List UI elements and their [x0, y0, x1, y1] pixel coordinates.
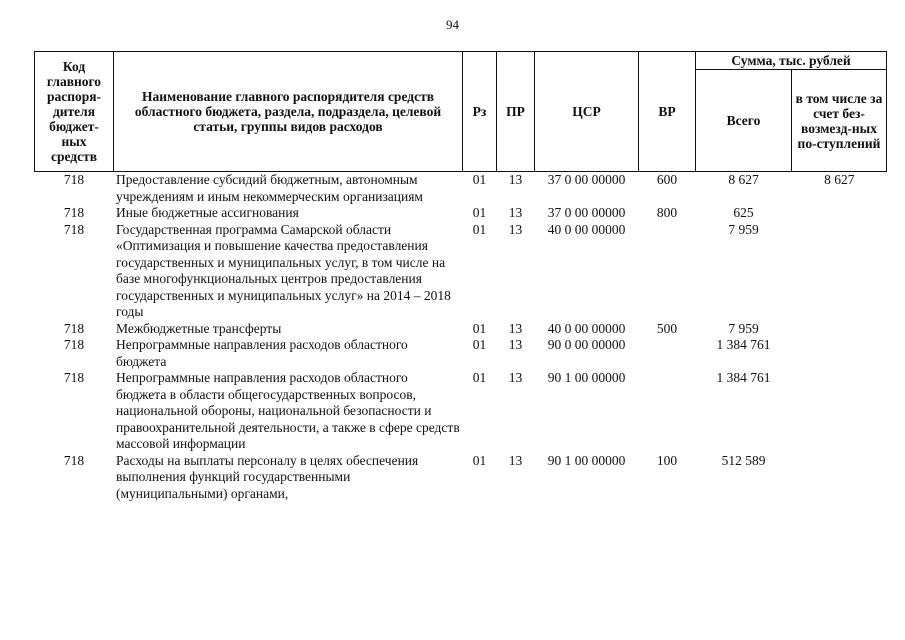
- cell-name: Предоставление субсидий бюджетным, автономным учреждениям и иным некоммерческим организациям: [116, 172, 423, 204]
- cell-csr: 90 1 00 00000: [547, 452, 626, 468]
- cell-pr: 13: [508, 320, 523, 336]
- cell-pr: 13: [508, 370, 523, 385]
- table-row: [35, 205, 887, 222]
- table-body: [35, 172, 887, 503]
- cell-code: 718: [63, 221, 85, 237]
- cell-code: 718: [63, 452, 85, 468]
- cell-csr: 40 0 00 00000: [547, 221, 626, 237]
- cell-csr: 90 0 00 00000: [547, 337, 626, 352]
- cell-name: Государственная программа Самарской области «Оптимизация и повышение качества предоставления государственных и муниципальных услуг, в том числе на базе многофункциональных центров предоставления государственных и муниципальных услуг» на 2014 – 2018 годы: [116, 221, 451, 319]
- cell-free: [792, 205, 887, 222]
- header-rz: Рз: [463, 52, 497, 172]
- header-total: Всего: [696, 70, 792, 172]
- table-row: [35, 321, 887, 338]
- cell-vr: 800: [656, 205, 678, 220]
- cell-total: 512 589: [721, 452, 766, 468]
- cell-code: 718: [63, 320, 85, 336]
- cell-csr: 40 0 00 00000: [547, 320, 626, 336]
- cell-vr: [639, 337, 696, 370]
- cell-free: [792, 370, 887, 453]
- cell-pr: 13: [508, 205, 523, 220]
- header-pr: ПР: [497, 52, 535, 172]
- cell-rz: 01: [472, 205, 487, 220]
- table-row: [35, 222, 887, 321]
- header-code: Код главного распоря-дителя бюджет-ных средств: [35, 52, 114, 172]
- cell-vr: 500: [656, 320, 678, 336]
- table-row: [35, 172, 887, 206]
- budget-table: [34, 51, 887, 502]
- header-sum-group: Сумма, тыс. рублей: [696, 52, 887, 70]
- cell-code: 718: [63, 205, 85, 220]
- cell-code: 718: [63, 370, 85, 385]
- cell-name: Межбюджетные трансферты: [116, 320, 282, 336]
- cell-csr: 37 0 00 00000: [547, 172, 626, 187]
- cell-rz: 01: [472, 452, 487, 468]
- cell-free: [792, 222, 887, 321]
- cell-total: 1 384 761: [716, 337, 771, 352]
- cell-csr: 90 1 00 00000: [547, 370, 626, 385]
- table-header: [35, 52, 887, 172]
- cell-name: Иные бюджетные ассигнования: [116, 205, 299, 220]
- cell-free: [792, 321, 887, 338]
- table-row: [35, 453, 887, 503]
- cell-pr: 13: [508, 172, 523, 187]
- cell-free: 8 627: [824, 172, 855, 187]
- cell-free: [792, 337, 887, 370]
- cell-name: Непрограммные направления расходов областного бюджета в области общегосударственных вопросов, национальной обороны, национальной безопасности и правоохранительной деятельности, а также в сфере средств массовой информации: [116, 370, 460, 451]
- cell-name: Непрограммные направления расходов областного бюджета: [116, 337, 408, 369]
- cell-rz: 01: [472, 320, 487, 336]
- cell-rz: 01: [472, 172, 487, 187]
- cell-pr: 13: [508, 452, 523, 468]
- cell-total: 625: [733, 205, 754, 220]
- cell-code: 718: [63, 172, 85, 187]
- cell-rz: 01: [472, 370, 487, 385]
- cell-vr: [639, 370, 696, 453]
- cell-csr: 37 0 00 00000: [547, 205, 626, 220]
- header-vr: ВР: [639, 52, 696, 172]
- header-free: в том числе за счет без-возмезд-ных по-ступлений: [792, 70, 887, 172]
- header-csr: ЦСР: [535, 52, 639, 172]
- cell-rz: 01: [472, 221, 487, 237]
- page-number: 94: [446, 17, 459, 32]
- cell-total: 8 627: [728, 172, 759, 187]
- cell-total: 7 959: [728, 320, 759, 336]
- header-name: Наименование главного распорядителя средств областного бюджета, раздела, подраздела, целевой статьи, группы видов расходов: [114, 52, 463, 172]
- table-row: [35, 337, 887, 370]
- cell-free: [792, 453, 887, 503]
- cell-total: 1 384 761: [716, 370, 771, 385]
- cell-code: 718: [63, 337, 85, 352]
- cell-name: Расходы на выплаты персоналу в целях обеспечения выполнения функций государственными (муниципальными) органами,: [116, 452, 419, 501]
- cell-vr: 600: [656, 172, 678, 187]
- cell-pr: 13: [508, 337, 523, 352]
- cell-vr: [639, 222, 696, 321]
- table-row: [35, 370, 887, 453]
- cell-total: 7 959: [728, 221, 759, 237]
- cell-pr: 13: [508, 221, 523, 237]
- cell-rz: 01: [472, 337, 487, 352]
- cell-vr: 100: [656, 452, 678, 468]
